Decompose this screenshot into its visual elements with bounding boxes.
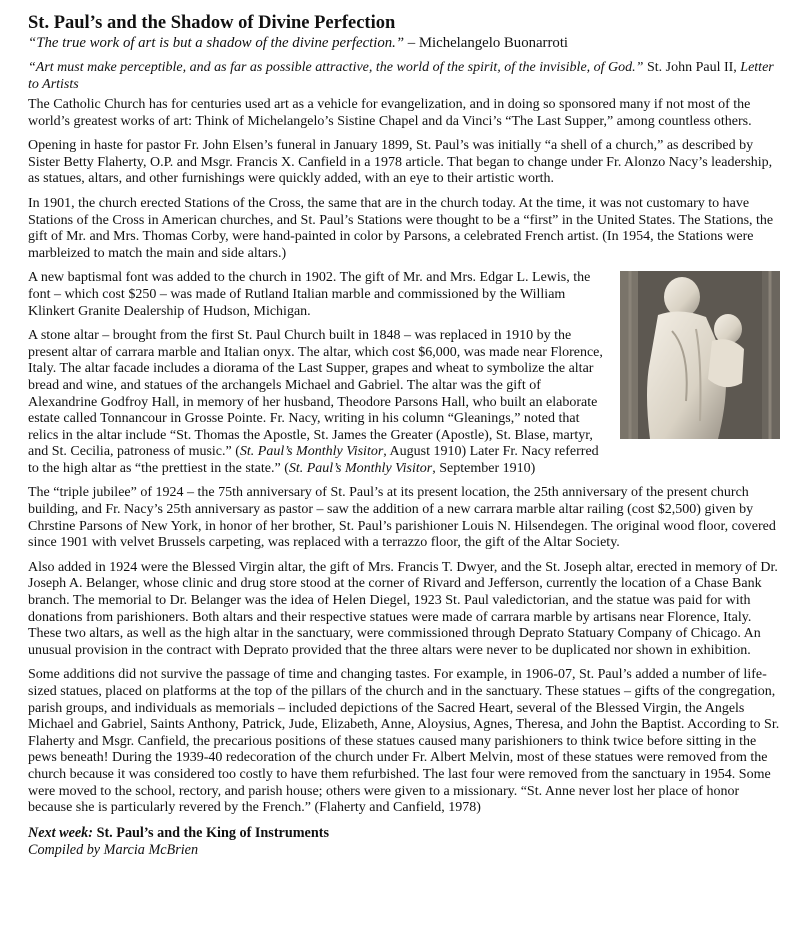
next-week-text: St. Paul’s and the King of Instruments (93, 824, 329, 841)
epigraph-author: St. John Paul II, (643, 60, 741, 75)
altar-text: , August 1910) Later Fr. Nacy referred to the high altar as “the prettiest in the state.” ( (28, 444, 599, 476)
next-week-label: Next week: (28, 824, 94, 841)
article (28, 12, 780, 859)
paragraph-triple-jubilee: The “triple jubilee” of 1924 – the 75th anniversary of St. Paul’s at its present location, the 25th anniversary of the present church building, and Fr. Nacy’s 25th anniversary as pastor – saw the addition of a new carrara marble altar railing (cost $2,500) given by Chrstine Parsons of New York, in honor of her brother, St. Paul’s parishioner Louis N. Hilsendegen. The original wood floor, covered since 1901 with velvet Brussels carpeting, was replaced with a terrazzo floor, the gift of the Altar Society. (28, 485, 776, 551)
paragraph-baptismal-font: A new baptismal font was added to the church in 1902. The gift of Mr. and Mrs. Edgar L. Lewis, the font – which cost $250 – was made of Rutland Italian marble and commissioned by the William Klinkert Granite Dealership of Hudson, Michigan. (28, 270, 591, 319)
epigraph-quote: “The true work of art is but a shadow of the divine perfection.” (28, 35, 405, 51)
article-title: St. Paul’s and the Shadow of Divine Perfection (28, 13, 396, 33)
citation-title: St. Paul’s Monthly Visitor (239, 444, 384, 460)
paragraph-stations: In 1901, the church erected Stations of the Cross, the same that are in the church today. At the time, it was not customary to have Stations of the Cross in American churches, and St. Paul’s Stations were thought to be a “first” in the United States. The Stations, the gift of Mr. and Mrs. Thomas Corby, were hand-painted in color by Parsons, a celebrated French artist. (In 1954, the Stations were marbleized to match the main and side altars.) (28, 195, 774, 261)
epigraph-quote: “Art must make perceptible, and as far as possible attractive, the world of the spirit, of the invisible, of God.” (28, 60, 644, 75)
paragraph-intro: The Catholic Church has for centuries used art as a vehicle for evangelization, and in doing so sponsored many if not most of the world’s greatest works of art: Think of Michelangelo’s Sistine Chapel and da Vinci’s “The Last Supper,” among countless others. (28, 97, 752, 129)
altar-text: , September 1910) (432, 460, 536, 476)
paragraph-side-altars: Also added in 1924 were the Blessed Virgin altar, the gift of Mrs. Francis T. Dwyer, and the St. Joseph altar, erected in memory of Dr. Joseph A. Belanger, whose clinic and drug store stood at the corner of Rivard and Jefferson, currently the location of a Chase Bank branch. The memorial to Dr. Belanger was the idea of Helen Diegel, 1923 St. Paul valedictorian, and the statue was paid for with donations from parishioners. Both altars and their respective statues were made of carrara marble by artisans near Florence, Italy. These two altars, as well as the high altar in the sanctuary, were commissioned through Deprato Statuary Company of Chicago. An unusual provision in the contract with Deprato provided that the three altars were never to be duplicated nor shown in exhibition. (28, 559, 778, 658)
paragraph-statues: Some additions did not survive the passage of time and changing tastes. For example, in 1906-07, St. Paul’s added a number of life-sized statues, placed on platforms at the top of the pillars of the church and in the sanctuary. These statues – gifts of the congregation, parish groups, and individuals as memorials – included depictions of the Sacred Heart, several of the Blessed Virgin, the Angels Michael and Gabriel, Saints Anthony, Patrick, Jude, Elizabeth, Anne, Aloysius, Agnes, Theresa, and John the Baptist. According to Sr. Flaherty and Msgr. Canfield, the precarious positions of these statues caused many parishioners to think twice before sitting in the pews beneath! During the 1939-40 redecoration of the church under Fr. Albert Melvin, most of these statues were removed from the church because it was considered too costly to have them refurbished. The last four were removed from the sanctuary in 1954. Some were moved to the school, rectory, and parish house; others were given to a missionary. “St. Anne never lost her place of honor because she is particularly revered by the French.” (Flaherty and Canfield, 1978) (28, 667, 780, 816)
statue-photo (620, 271, 780, 439)
altar-text: A stone altar – brought from the first St. Paul Church built in 1848 – was replaced in 1910 by the present altar of carrara marble and Italian onyx. The altar, which cost $6,000, was made near Florence, Italy. The altar facade includes a diorama of the Last Supper, grapes and wheat to symbolize the altar bread and wine, and statues of the archangels Michael and Gabriel. The altar was the gift of Alexandrine Godfroy Hall, in memory of her husband, Theodore Parsons Hall, who built an elaborate estate called Tonnancour in Grosse Pointe. Fr. Nacy, writing in his column “Gleanings,” noted that relics in the altar include “St. Thomas the Apostle, St. James the Greater (Apostle), St. Blase, martyr, and St. Cecilia, patroness of music.” ( (28, 328, 603, 460)
next-week (28, 825, 780, 842)
footer (28, 825, 780, 859)
paragraph-opening: Opening in haste for pastor Fr. John Elsen’s funeral in January 1899, St. Paul’s was initially “a shell of a church,” as described by Sister Betty Flaherty, O.P. and Msgr. Francis X. Canfield in a 1978 article. That began to change under Fr. Alonzo Nacy’s leadership, as statues, altars, and other furnishings were quickly added, with an eye to their artistic worth. (28, 138, 773, 187)
citation-title: St. Paul’s Monthly Visitor (288, 460, 433, 476)
marble-statue-icon (620, 271, 780, 439)
epigraph-michelangelo (28, 34, 780, 52)
epigraph-work: Letter to Artists (28, 60, 774, 92)
epigraph-attribution: – Michelangelo Buonarroti (404, 35, 569, 51)
compiled-by: Compiled by Marcia McBrien (28, 841, 199, 858)
epigraph-john-paul (28, 59, 780, 93)
